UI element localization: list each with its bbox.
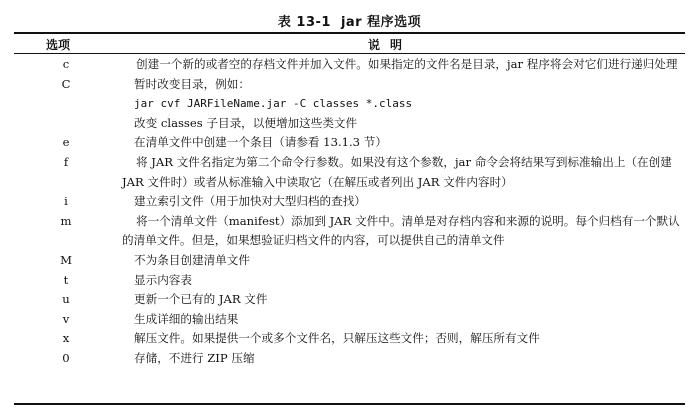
option-description: 建立索引文件（用于加快对大型归档的查找） bbox=[134, 194, 366, 209]
table-row-i bbox=[14, 192, 685, 212]
option-letter: c bbox=[62, 57, 70, 71]
option-description: 生成详细的输出结果 bbox=[134, 311, 239, 326]
options-table bbox=[14, 55, 685, 369]
option-letter: t bbox=[63, 272, 69, 287]
table-row-u bbox=[14, 290, 685, 310]
table-header-rule bbox=[14, 53, 685, 54]
table-row-f bbox=[14, 153, 685, 192]
table-top-rule bbox=[14, 32, 685, 34]
option-description: 显示内容表 bbox=[134, 272, 192, 287]
table-bottom-rule bbox=[14, 403, 685, 405]
option-letter: f bbox=[63, 154, 69, 169]
column-header-description: 说明 bbox=[368, 38, 413, 52]
code-example: jar cvf JARFileName.jar -C classes *.class bbox=[134, 97, 413, 111]
option-description-continued: 改变 classes 子目录，以便增加这些类文件 bbox=[134, 115, 358, 130]
table-row-0 bbox=[14, 349, 685, 369]
option-letter: 0 bbox=[62, 350, 70, 365]
option-description: 解压文件。如果提供一个或多个文件名，只解压这些文件；否则，解压所有文件 bbox=[134, 331, 540, 346]
option-description: 在清单文件中创建一个条目（请参看 13.1.3 节） bbox=[134, 135, 387, 150]
column-header-option: 选项 bbox=[46, 38, 71, 52]
option-description: 创建一个新的或者空的存档文件并加入文件。如果指定的文件名是目录，jar 程序将会对它们进行递归处理 bbox=[136, 57, 678, 71]
table-row-x bbox=[14, 329, 685, 349]
option-letter: x bbox=[62, 331, 70, 346]
table-caption bbox=[0, 11, 699, 30]
table-row-e bbox=[14, 133, 685, 153]
option-letter: C bbox=[61, 76, 71, 91]
option-letter: e bbox=[62, 135, 70, 150]
table-row-v bbox=[14, 310, 685, 330]
option-description: 将一个清单文件（manifest）添加到 JAR 文件中。清单是对存档内容和来源的说明。每个归档有一个默认的清单文件。但是，如果想验证归档文件的内容，可以提供自己的清单文件 bbox=[122, 213, 680, 248]
table-row-t bbox=[14, 271, 685, 291]
table-row-C bbox=[14, 75, 685, 134]
table-caption-number: 表 13-1 bbox=[277, 15, 331, 30]
table-caption-title: jar 程序选项 bbox=[340, 15, 422, 30]
option-description: 暂时改变目录，例如： bbox=[134, 76, 250, 91]
option-letter: v bbox=[62, 311, 70, 326]
option-description: 存储，不进行 ZIP 压缩 bbox=[134, 350, 255, 365]
option-letter: i bbox=[64, 194, 68, 209]
table-row-M bbox=[14, 251, 685, 271]
option-description: 将 JAR 文件名指定为第二个命令行参数。如果没有这个参数，jar 命令会将结果写到标准输出上（在创建 JAR 文件时）或者从标准输入中读取它（在解压或者列出 JAR 文件内容时） bbox=[122, 154, 672, 189]
option-description: 更新一个已有的 JAR 文件 bbox=[134, 292, 268, 307]
table-row-c bbox=[14, 55, 685, 75]
option-letter: m bbox=[60, 213, 72, 228]
option-letter: u bbox=[62, 292, 70, 307]
option-letter: M bbox=[60, 252, 72, 267]
option-description: 不为条目创建清单文件 bbox=[134, 252, 250, 267]
table-row-m bbox=[14, 212, 685, 251]
